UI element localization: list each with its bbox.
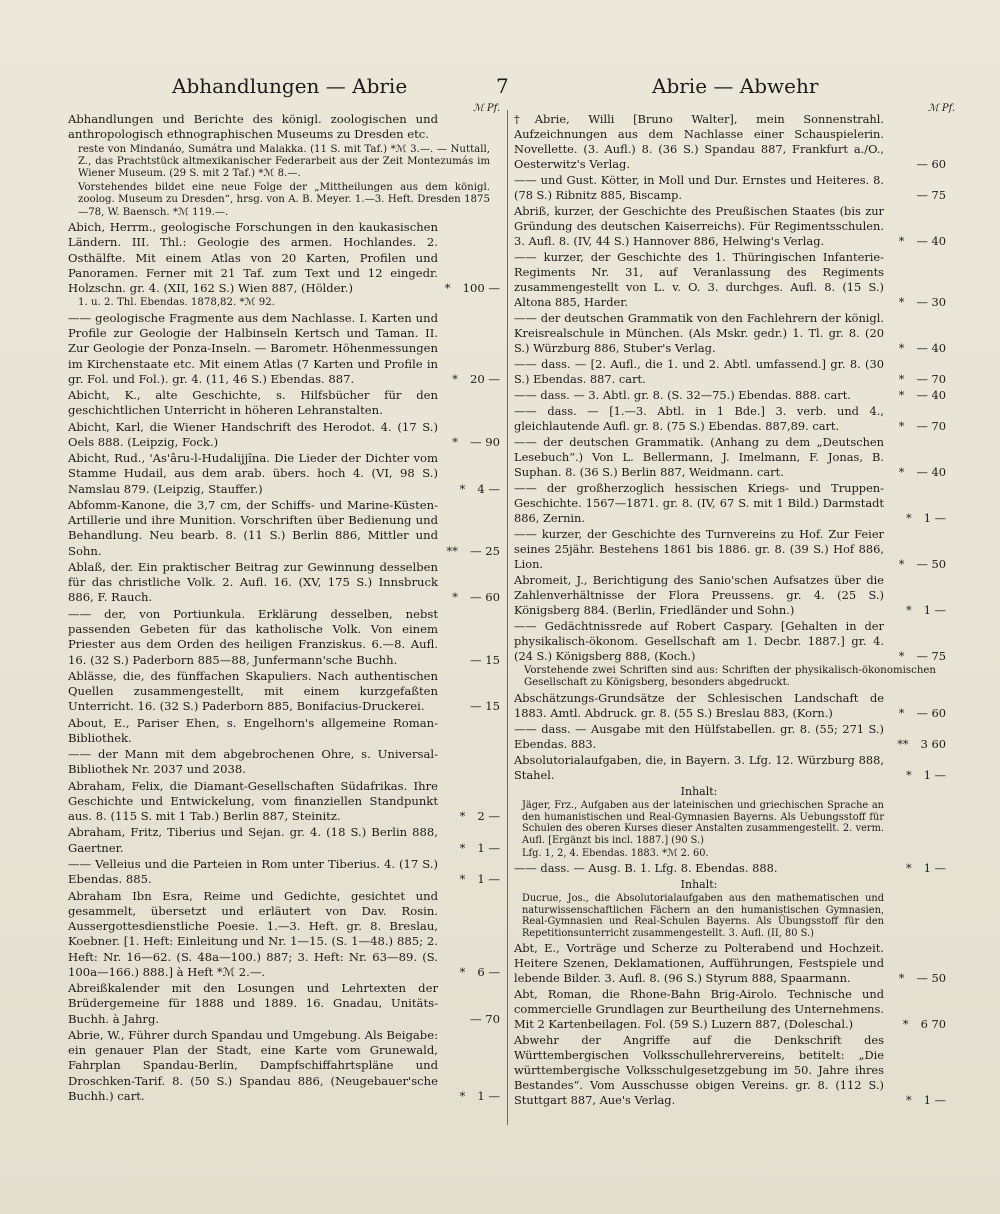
bibliography-entry <box>68 220 500 296</box>
entry-price-value: — 75 <box>916 649 946 663</box>
entry-price-value: — 25 <box>469 543 500 558</box>
entry-price-value: — 60 <box>916 157 946 171</box>
entry-text: —— und Gust. Kötter, in Moll und Dur. Ernstes und Heiteres. 8. (78 S.) Ribnitz 885, Biscamp. <box>514 173 884 202</box>
entry-price <box>884 1093 946 1108</box>
bibliography-entry <box>68 825 500 856</box>
entry-price <box>438 435 500 450</box>
entry-text: —— dass. — Ausg. B. 1. Lfg. 8. Ebendas. 888. <box>514 860 778 875</box>
entry-price <box>884 603 946 618</box>
bibliography-entry <box>514 619 946 664</box>
entry-price-marker: * <box>898 557 905 571</box>
entry-price <box>884 649 946 664</box>
entry-price-value: — 60 <box>916 705 946 720</box>
bibliography-entry <box>68 857 500 888</box>
bibliography-entry <box>68 779 500 825</box>
entry-price-marker: * <box>902 1016 909 1031</box>
entry-text: —— kurzer, der Geschichte des 1. Thüringischen Infanterie-Regiments Nr. 31, auf Veranlassung des Regiments zusammengestellt von L. v. O. 3. durchges. Aufl. 8. (15 S.) Altona 885, Harder. <box>514 250 884 309</box>
entry-price-value: — 40 <box>916 465 946 479</box>
bibliography-entry <box>514 861 946 876</box>
entry-text: Abicht, Rud., 'As'âru-l-Hudalijjîna. Die Lieder der Dichter vom Stamme Hudail, aus dem arab. übers. hoch 4. (VI, 98 S.) Namslau 879. (Leipzig, Stauffer.) <box>68 451 438 496</box>
entry-price-value: — 40 <box>916 388 946 402</box>
entry-price-marker: * <box>906 511 912 525</box>
bibliography-entry <box>514 753 946 783</box>
bibliography-entry <box>514 987 946 1032</box>
entry-price <box>884 971 946 986</box>
entry-text: Abraham Ibn Esra, Reime und Gedichte, gesichtet und gesammelt, übersetzt und erläutert von Dav. Rosin. Aussergottesdienstliche Poesie. 1.—3. Heft. gr. 8. Breslau, Koebner. [1. Heft: Einleitung und Nr. 1—15. (S. 1—48.) 885; 2. Heft: Nr. 16—62. (S. 48a—100.) 887; 3. Heft: Nr. 63—89. (S. 100a—166.) 888.] à Heft *ℳ 2.—. <box>68 888 438 979</box>
bibliography-entry <box>68 560 500 606</box>
entry-price <box>884 157 946 172</box>
bibliography-entry <box>68 498 500 559</box>
entry-text: —— der deutschen Grammatik von den Fachlehrern der königl. Kreisrealschule in München. (Als Mskr. gedr.) 1. Tl. gr. 8. (20 S.) Würzburg 886, Stuber's Verlag. <box>514 311 884 355</box>
entry-price-value: — 70 <box>469 1011 500 1026</box>
entry-price-marker: * <box>459 872 466 887</box>
entry-price <box>438 731 500 746</box>
entry-price <box>438 281 500 296</box>
entry-price <box>884 234 946 249</box>
bibliography-entry <box>514 848 946 860</box>
bibliography-entry <box>68 716 500 747</box>
entry-price-marker: * <box>459 964 466 979</box>
entry-price-marker: * <box>459 840 466 855</box>
entry-text: Abreißkalender mit den Losungen und Lehrtexten der Brüdergemeine für 1888 und 1889. 16. Gnadau, Unitäts-Buchh. à Jahrg. <box>68 981 438 1026</box>
entry-price-value: 6 — <box>477 964 500 979</box>
entry-text: —— der, von Portiunkula. Erklärung desselben, nebst passenden Gebeten für das katholische Volk. Von einem Priester aus dem Orden des heiligen Franziskus. 6.—8. Aufl. 16. (32 S.) Paderborn 885—88, Junfermann'sche Buchh. <box>68 606 438 667</box>
bibliography-entry <box>514 204 946 249</box>
bibliography-entry <box>68 451 500 497</box>
entry-price-value: — 70 <box>916 372 946 386</box>
entry-price-value: — 40 <box>916 234 946 248</box>
entry-price-value: 2 — <box>477 809 500 824</box>
entry-text: —— kurzer, der Geschichte des Turnvereins zu Hof. Zur Feier seines 25jähr. Bestehens 1861 bis 1886. gr. 8. (39 S.) Hof 886, Lion. <box>514 527 884 571</box>
entry-price <box>438 403 500 418</box>
entry-text: About, E., Pariser Ehen, s. Engelhorn's allgemeine Roman-Bibliothek. <box>68 715 438 745</box>
price-column-header-left: ℳ Pf. <box>473 103 501 114</box>
entry-price <box>884 737 946 752</box>
bibliography-entry <box>514 665 946 690</box>
entry-text: Ablaß, der. Ein praktischer Beitrag zur Gewinnung desselben für das christliche Volk. 2. Aufl. 16. (XV, 175 S.) Innsbruck 886, F. Rauch. <box>68 559 438 605</box>
entry-price-value: 1 — <box>923 1092 946 1107</box>
entry-price <box>884 511 946 526</box>
entry-text: —— dass. — [1.—3. Abtl. in 1 Bde.] 3. verb. und 4., gleichlautende Aufl. gr. 8. (75 S.) Ebendas. 887,89. cart. <box>514 404 884 433</box>
contents-heading: Inhalt: <box>680 877 718 891</box>
entry-price-marker: * <box>459 481 466 496</box>
entry-text: —— geologische Fragmente aus dem Nachlasse. I. Karten und Profile zur Geologie der Halbinseln Kertsch und Taman. II. Zur Geologie der Ponza-Inseln. — Barometr. Höhenmessungen im Kirchenstaate etc. Mit einem Atlas (7 Karten und Profile in gr. Fol. und Fol.). gr. 4. (11, 46 S.) Ebendas. 887. <box>68 310 438 386</box>
entry-price <box>438 1089 500 1104</box>
entry-price <box>884 768 946 783</box>
entry-price-value: 6 70 <box>920 1016 946 1031</box>
entry-price-value: — 50 <box>916 970 946 985</box>
entry-price <box>884 188 946 203</box>
entry-price-value: — 75 <box>916 188 946 202</box>
entry-price-value: 1 — <box>477 872 500 887</box>
entry-price-value: 1 — <box>923 767 946 782</box>
contents-note: Jäger, Frz., Aufgaben aus der lateinischen und griechischen Sprache an den humanistischen und Real-Gymnasien Bayerns. Als Uebungsstoff für Schulen des oberen Kurses dieser Anstalten zusammengestellt. 2. verm. Aufl. [Ergänzt bis incl. 1887.] (90 S.) <box>522 799 884 847</box>
entry-price-marker: * <box>898 465 905 479</box>
entry-price-marker: * <box>898 649 905 663</box>
contents-note: Lfg. 1, 2, 4. Ebendas. 1883. *ℳ 2. 60. <box>522 848 709 859</box>
price-column-header-right: ℳ Pf. <box>928 103 956 114</box>
entry-price-marker: * <box>898 234 905 248</box>
entry-price-value: — 15 <box>469 652 500 667</box>
bibliography-entry <box>68 420 500 451</box>
bibliography-entry <box>68 311 500 387</box>
entry-text: Abicht, K., alte Geschichte, s. Hilfsbücher für den geschichtlichen Unterricht in höheren Lehranstalten. <box>68 388 438 418</box>
entry-price <box>438 653 500 668</box>
entry-text: Abt, Roman, die Rhone-Bahn Brig-Airolo. Technische und commercielle Grundlagen zur Beurtheilung des Unternehmens. Mit 2 Kartenbeilagen. Fol. (59 S.) Luzern 887, (Doleschal.) <box>514 986 884 1031</box>
bibliography-entry <box>68 889 500 981</box>
entry-price-marker: * <box>898 705 905 720</box>
entry-price-value: — 40 <box>916 341 946 355</box>
entry-price <box>438 809 500 824</box>
bibliography-entry <box>514 481 946 526</box>
bibliography-entry <box>514 877 946 892</box>
entry-price <box>884 465 946 480</box>
entry-price <box>884 372 946 387</box>
entry-text: Abwehr der Angriffe auf die Denkschrift des Württembergischen Volksschullehrervereins, betitelt: „Die württembergische Volksschulgesetzgebung im 50. Jahre ihres Bestandes“. Vom Ausschusse obigen Vereins. gr. 8. (112 S.) Stuttgart 887, Aue's Verlag. <box>514 1032 884 1107</box>
bibliography-entry <box>514 250 946 310</box>
bibliography-entry <box>514 691 946 721</box>
entry-price-value: 1 — <box>923 511 946 525</box>
bibliography-entry <box>68 981 500 1027</box>
entry-text: Abich, Herrm., geologische Forschungen in den kaukasischen Ländern. III. Thl.: Geologie des armen. Hochlandes. 2. Osthälfte. Mit einem Atlas von 20 Karten, Profilen und Panoramen. Ferner mit 21 Taf. zum Text und 12 eingedr. Holzschn. gr. 4. (XII, 162 S.) Wien 887, (Hölder.) <box>68 219 438 296</box>
bibliography-entry <box>68 1028 500 1104</box>
entry-price-marker: * <box>452 590 458 605</box>
running-head-left: Abhandlungen — Abrie <box>172 74 408 98</box>
bibliography-entry <box>514 527 946 572</box>
bibliography-entry <box>514 357 946 387</box>
entry-text: Abicht, Karl, die Wiener Handschrift des Herodot. 4. (17 S.) Oels 888. (Leipzig, Fock.) <box>68 419 438 449</box>
entry-note: 1. u. 2. Thl. Ebendas. 1878,82. *ℳ 92. <box>78 297 275 309</box>
bibliography-entry <box>514 435 946 480</box>
entry-price-value: — 50 <box>916 557 946 571</box>
entry-text: —— Gedächtnissrede auf Robert Caspary. [Gehalten in der physikalisch-ökonom. Gesellschaft am 1. Decbr. 1887.] gr. 4. (24 S.) Königsberg 888, (Koch.) <box>514 619 884 663</box>
bibliography-entry <box>68 388 500 419</box>
entry-price <box>884 861 946 876</box>
entry-price-value: 1 — <box>477 840 500 855</box>
entry-price <box>438 762 500 777</box>
entry-price-marker: * <box>906 603 912 617</box>
bibliography-entry <box>514 893 946 940</box>
bibliography-entry <box>68 669 500 715</box>
entry-price <box>438 372 500 387</box>
entry-price <box>438 590 500 605</box>
entry-price-value: — 90 <box>469 434 500 449</box>
entry-price <box>884 388 946 403</box>
entry-price-marker: ** <box>897 736 909 751</box>
entry-price-marker: * <box>906 860 912 875</box>
entry-price <box>438 544 500 559</box>
entry-price <box>884 419 946 434</box>
entry-price <box>438 482 500 497</box>
entry-price-marker: * <box>898 295 905 309</box>
bibliography-entry <box>68 112 500 143</box>
contents-heading: Inhalt: <box>680 784 718 798</box>
entry-price-marker: * <box>898 341 905 355</box>
entry-text: —— dass. — [2. Aufl., die 1. und 2. Abtl. umfassend.] gr. 8. (30 S.) Ebendas. 887. cart. <box>514 357 884 386</box>
bibliography-entry <box>68 144 500 181</box>
page-number: 7 <box>496 74 509 98</box>
entry-price-value: 3 60 <box>920 736 946 751</box>
entry-price-value: — 30 <box>916 295 946 309</box>
entry-price <box>884 706 946 721</box>
entry-text: —— dass. — 3. Abtl. gr. 8. (S. 32—75.) Ebendas. 888. cart. <box>514 388 851 402</box>
bibliography-entry <box>514 1033 946 1108</box>
entry-text: Ablässe, die, des fünffachen Skapuliers. Nach authentischen Quellen zusammengestellt, mit einem kurzgefaßten Unterricht. 16. (32 S.) Paderborn 885, Bonifacius-Druckerei. <box>68 668 438 714</box>
entry-text: —— der deutschen Grammatik. (Anhang zu dem „Deutschen Lesebuch“.) Von L. Bellermann, J. Imelmann, F. Jonas, B. Suphan. 8. (36 S.) Berlin 887, Weidmann. cart. <box>514 435 884 479</box>
entry-price <box>438 699 500 714</box>
entry-price <box>438 965 500 980</box>
entry-text: —— der Mann mit dem abgebrochenen Ohre, s. Universal-Bibliothek Nr. 2037 und 2038. <box>68 747 438 777</box>
entry-text: —— Velleius und die Parteien in Rom unter Tiberius. 4. (17 S.) Ebendas. 885. <box>68 857 438 887</box>
entry-price-marker: * <box>452 371 458 386</box>
entry-price-value: 20 — <box>469 371 500 386</box>
entry-price <box>438 872 500 887</box>
bibliography-entry <box>68 297 500 309</box>
right-column <box>514 112 946 1109</box>
entry-price-value: 4 — <box>477 481 500 496</box>
entry-text: Abraham, Felix, die Diamant-Gesellschaften Südafrikas. Ihre Geschichte und Entwickelung, vom finanziellen Standpunkt aus. 8. (115 S. mit 1 Tab.) Berlin 887, Steinitz. <box>68 778 438 824</box>
bibliography-entry <box>514 173 946 203</box>
entry-price <box>884 295 946 310</box>
entry-price <box>884 341 946 356</box>
entry-text: Abfomm-Kanone, die 3,7 cm, der Schiffs- und Marine-Küsten-Artillerie und ihre Munition. Vorschriften über Bedienung und Behandlung. Neu bearb. 8. (11 S.) Berlin 886, Mittler und Sohn. <box>68 497 438 558</box>
bibliography-entry <box>68 747 500 778</box>
entry-text: —— der großherzoglich hessischen Kriegs- und Truppen-Geschichte. 1567—1871. gr. 8. (IV, 67 S. mit 1 Bild.) Darmstadt 886, Zernin. <box>514 481 884 525</box>
entry-note: reste von Mindanáo, Sumátra und Malakka. (11 S. mit Taf.) *ℳ 3.—. — Nuttall, Z., das Prachtstück altmexikanischer Federarbeit aus der Zeit Montezumás im Wiener Museum. (29 S. mit 2 Taf.) *ℳ 8.—. <box>78 143 490 180</box>
entry-price <box>438 127 500 142</box>
bibliography-entry <box>68 607 500 668</box>
entry-price-marker: ** <box>446 543 458 558</box>
entry-price-value: 1 — <box>923 860 946 875</box>
entry-price-value: 1 — <box>923 603 946 617</box>
contents-note: Ducrue, Jos., die Absolutorialaufgaben aus den mathematischen und naturwissenschaftlichen Fächern an den humanistischen Gymnasien, Real-Gymnasien und Real-Schulen Bayerns. Als Übungsstoff für den Repetitionsunterricht zusammengestellt. 3. Aufl. (II, 80 S.) <box>522 892 884 940</box>
bibliography-entry <box>514 573 946 618</box>
entry-price-marker: * <box>459 809 466 824</box>
entry-price-value: 1 — <box>477 1088 500 1103</box>
entry-price-marker: * <box>459 1088 466 1103</box>
bibliography-entry <box>68 182 500 219</box>
bibliography-entry <box>514 784 946 799</box>
bibliography-entry <box>514 404 946 434</box>
entry-price-marker: * <box>906 767 912 782</box>
bibliography-entry <box>514 388 946 403</box>
left-column <box>68 112 500 1105</box>
entry-text: Absolutorialaufgaben, die, in Bayern. 3. Lfg. 12. Würzburg 888, Stahel. <box>514 752 884 782</box>
entry-price-marker: * <box>898 970 905 985</box>
entry-text: Abhandlungen und Berichte des königl. zoologischen und anthropologisch ethnographischen Museums zu Dresden etc. <box>68 112 438 142</box>
bibliography-entry <box>514 941 946 986</box>
column-divider <box>507 110 508 1125</box>
entry-text: Abraham, Fritz, Tiberius und Sejan. gr. 4. (18 S.) Berlin 888, Gaertner. <box>68 825 438 855</box>
entry-note: Vorstehende zwei Schriften sind aus: Schriften der physikalisch-ökonomischen Gesellschaft zu Königsberg, besonders abgedruckt. <box>524 665 936 689</box>
running-head <box>60 74 940 100</box>
entry-text: Abromeit, J., Berichtigung des Sanio'schen Aufsatzes über die Zahlenverhältnisse der Flora Preussens. gr. 4. (25 S.) Königsberg 884. (Berlin, Friedländer und Sohn.) <box>514 573 884 617</box>
entry-price <box>884 1017 946 1032</box>
entry-price-marker: * <box>444 281 451 296</box>
entry-text: —— dass. — Ausgabe mit den Hülfstabellen. gr. 8. (55; 271 S.) Ebendas. 883. <box>514 721 884 751</box>
bibliography-entry <box>514 112 946 172</box>
entry-price-marker: * <box>898 372 905 386</box>
entry-text: Abriß, kurzer, der Geschichte des Preußischen Staates (bis zur Gründung des deutschen Kaiserreichs). Für Regimentsschulen. 3. Aufl. 8. (IV, 44 S.) Hannover 886, Helwing's Verlag. <box>514 204 884 248</box>
entry-price <box>884 557 946 572</box>
entry-text: Abrie, W., Führer durch Spandau und Umgebung. Als Beigabe: ein genauer Plan der Stadt, eine Karte vom Grunewald, Fahrplan Spandau-Berlin, Dampfschiffahrtspläne und Droschken-Tarif. 8. (50 S.) Spandau 886, (Neugebauer'sche Buchh.) cart. <box>68 1027 438 1103</box>
bibliography-entry <box>514 311 946 356</box>
entry-price-value: — 70 <box>916 419 946 433</box>
entry-text: Abschätzungs-Grundsätze der Schlesischen Landschaft de 1883. Amtl. Abdruck. gr. 8. (55 S.) Breslau 883, (Korn.) <box>514 690 884 720</box>
entry-price-value: — 60 <box>469 590 500 605</box>
entry-price-value: 100 — <box>462 281 500 296</box>
entry-price-marker: * <box>898 419 905 433</box>
bibliography-entry <box>514 800 946 847</box>
entry-note: Vorstehendes bildet eine neue Folge der „Mittheilungen aus dem königl. zoolog. Museum zu Dresden“, hrsg. von A. B. Meyer. 1.—3. Heft. Dresden 1875—78, W. Baensch. *ℳ 119.—. <box>78 181 490 218</box>
entry-price <box>438 841 500 856</box>
running-head-right: Abrie — Abwehr <box>652 74 819 98</box>
bibliography-entry <box>514 722 946 752</box>
entry-text: †Abrie, Willi [Bruno Walter], mein Sonnenstrahl. Aufzeichnungen aus dem Nachlasse einer Schauspielerin. Novellette. (3. Aufl.) 8. (36 S.) Spandau 887, Frankfurt a./O., Oesterwitz's Verlag. <box>514 112 884 171</box>
entry-price-value: — 15 <box>469 699 500 714</box>
entry-price-marker: * <box>898 388 905 402</box>
entry-text: Abt, E., Vorträge und Scherze zu Polterabend und Hochzeit. Heitere Szenen, Deklamationen, Aufführungen, Festspiele und lebende Bilder. 3. Aufl. 8. (96 S.) Styrum 888, Spaarmann. <box>514 940 884 985</box>
entry-price-marker: * <box>452 434 458 449</box>
entry-price <box>438 1012 500 1027</box>
entry-price-marker: * <box>906 1092 912 1107</box>
